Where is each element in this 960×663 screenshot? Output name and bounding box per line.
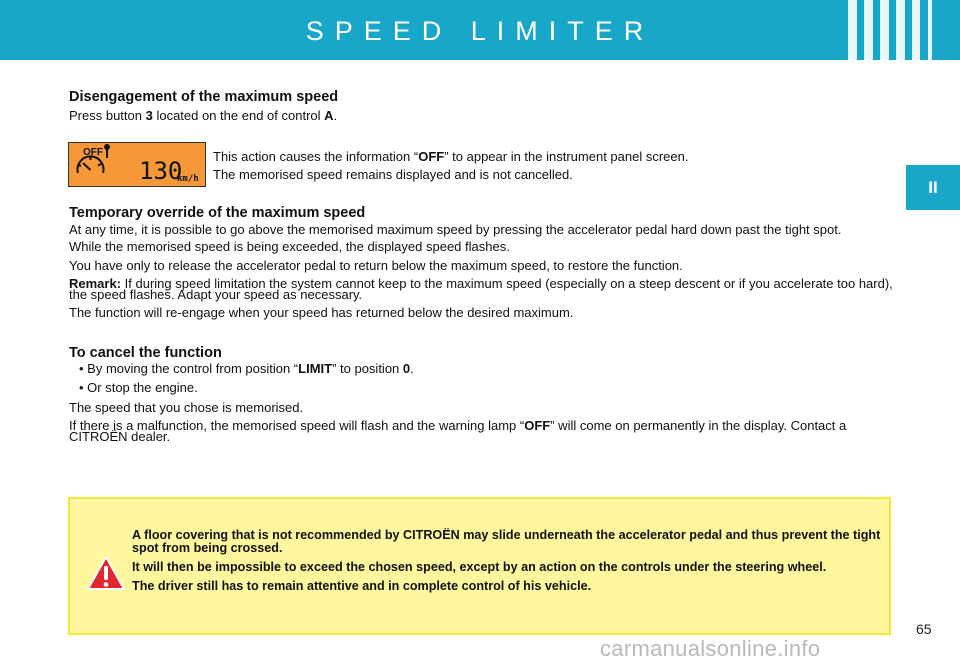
warning-text — [132, 529, 884, 593]
paragraph — [69, 420, 894, 442]
text: ” to appear in the instrument panel screen. — [444, 149, 689, 164]
button-number: 3 — [145, 108, 153, 123]
page-header — [0, 0, 960, 60]
warning-paragraph: It will then be impossible to exceed the chosen speed, except by an action on the controls under the steering wheel. — [132, 560, 827, 574]
text: ” will come on permanently in the display. Contact a CITROËN dealer. — [69, 418, 847, 444]
limiter-marker-icon — [104, 144, 110, 158]
warning-triangle-icon — [86, 555, 126, 591]
header-decoration — [848, 0, 948, 60]
control-letter: A — [324, 108, 334, 123]
off-word: OFF — [524, 418, 551, 433]
text: ” to position — [332, 361, 403, 376]
paragraph: The memorised speed remains displayed and is not cancelled. — [213, 167, 573, 182]
warning-paragraph: The driver still has to remain attentive and in complete control of his vehicle. — [132, 579, 592, 593]
speedometer-icon — [78, 156, 104, 173]
page-title: SPEED LIMITER — [305, 16, 655, 46]
display-graphic — [69, 143, 205, 186]
display-off-label: OFF — [83, 147, 103, 158]
section-disengagement — [69, 89, 894, 123]
header-stripe — [848, 0, 857, 60]
paragraph: You have only to release the accelerator pedal to return below the maximum speed, to restore the function. — [69, 258, 683, 273]
section-heading: Temporary override of the maximum speed — [69, 205, 366, 221]
text: located on the end of control — [152, 108, 325, 123]
section-heading: Disengagement of the maximum speed — [69, 89, 339, 105]
warning-box — [68, 497, 891, 635]
text: • By moving the control from position “ — [79, 361, 299, 376]
remark-label: Remark: — [69, 276, 122, 291]
paragraph — [69, 278, 894, 300]
section-heading: To cancel the function — [69, 345, 222, 361]
section-cancel — [69, 345, 894, 442]
header-stripe — [928, 0, 932, 60]
instrument-display — [68, 142, 206, 187]
position-zero: 0 — [402, 361, 411, 376]
display-speed: 130 — [139, 157, 183, 185]
header-stripe — [880, 0, 889, 60]
position-limit: LIMIT — [298, 361, 333, 376]
paragraph: The speed that you chose is memorised. — [69, 400, 304, 415]
text: . — [410, 361, 414, 376]
list-item — [79, 362, 894, 376]
text: If during speed limitation the system cannot keep to the maximum speed (especially on a steep descent or if you accelerate too hard), the speed flashes. Adapt your speed as necessary. — [69, 276, 893, 302]
warning-paragraph: A floor covering that is not recommended by CITROËN may slide underneath the accelerator pedal and thus prevent the tight spot from being crossed. — [132, 528, 881, 555]
paragraph: While the memorised speed is being exceeded, the displayed speed flashes. — [69, 239, 510, 254]
page-number: 65 — [916, 621, 932, 637]
header-stripe — [864, 0, 873, 60]
off-word: OFF — [418, 149, 445, 164]
header-stripe — [896, 0, 905, 60]
section-temporary-override — [69, 205, 894, 320]
paragraph: The function will re-engage when your speed has returned below the desired maximum. — [69, 305, 574, 320]
display-description — [213, 150, 853, 182]
text: Press button — [69, 108, 146, 123]
text: If there is a malfunction, the memorised speed will flash and the warning lamp “ — [69, 418, 525, 433]
display-unit: km/h — [177, 174, 199, 184]
paragraph: At any time, it is possible to go above the memorised maximum speed by pressing the accelerator pedal hard down past the tight spot. — [69, 222, 842, 237]
header-stripe — [912, 0, 920, 60]
list-item: • Or stop the engine. — [79, 380, 198, 395]
paragraph — [213, 150, 853, 164]
text: This action causes the information “ — [213, 149, 419, 164]
text: . — [333, 108, 338, 123]
paragraph — [69, 109, 894, 123]
watermark: carmanualsonline.info — [600, 636, 821, 661]
chapter-tab: II — [906, 165, 960, 210]
